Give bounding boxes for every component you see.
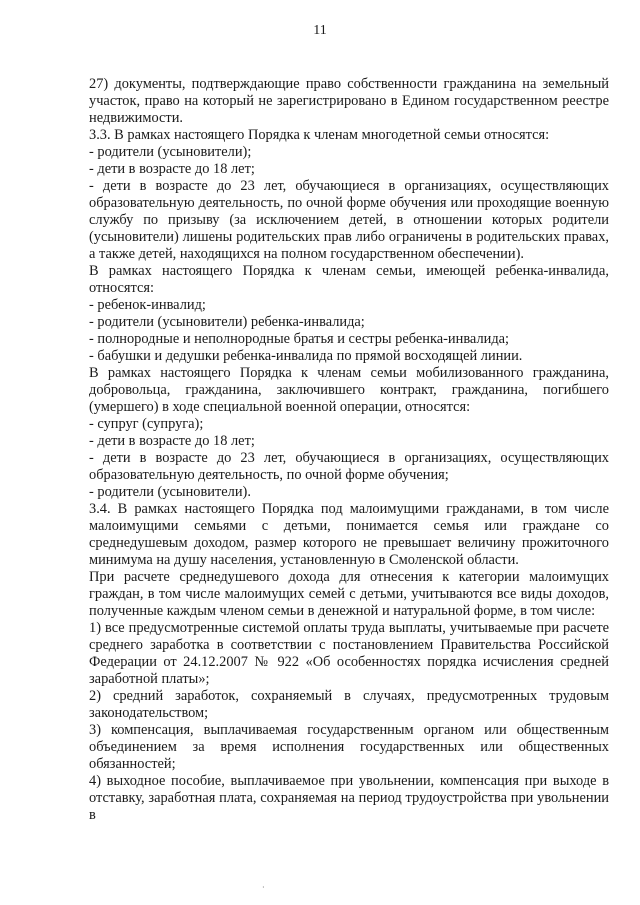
- document-body: [89, 76, 609, 824]
- list-item: - родители (усыновители);: [89, 144, 252, 160]
- paragraph-27-documents: 27) документы, подтверждающие право собственности гражданина на земельный участок, право на который не зарегистрировано в Едином государственном реестре недвижимости.: [89, 76, 609, 126]
- paragraph-disabled-child-family: В рамках настоящего Порядка к членам семьи, имеющей ребенка-инвалида, относятся:: [89, 263, 609, 296]
- list-item: 3) компенсация, выплачиваемая государственным органом или общественным объединением за время исполнения государственных или общественных обязанностей;: [89, 722, 609, 772]
- paragraph-3-3-heading: 3.3. В рамках настоящего Порядка к членам многодетной семьи относятся:: [89, 127, 550, 143]
- paragraph-mobilized-family: В рамках настоящего Порядка к членам семьи мобилизованного гражданина, добровольца, гражданина, заключившего контракт, гражданина, погибшего (умершего) в ходе специальной военной операции, относятся:: [89, 365, 609, 415]
- list-item: - супруг (супруга);: [89, 416, 204, 432]
- scan-speck: ·: [262, 883, 265, 892]
- list-item: - дети в возрасте до 18 лет;: [89, 161, 255, 177]
- list-item: - ребенок-инвалид;: [89, 297, 206, 313]
- list-item: - дети в возрасте до 23 лет, обучающиеся в организациях, осуществляющих образовательную деятельность, по очной форме обучения или проходящие военную службу по призыву (за исключением детей, в отношении которых родители (усыновители) лишены родительских прав либо ограничены в родительских правах, а также детей, находящихся на полном государственном обеспечении).: [89, 178, 609, 262]
- list-item: - дети в возрасте до 18 лет;: [89, 433, 255, 449]
- list-item: - родители (усыновители).: [89, 484, 251, 500]
- page-number: 11: [313, 23, 327, 38]
- list-item: 2) средний заработок, сохраняемый в случаях, предусмотренных трудовым законодательством;: [89, 688, 609, 721]
- paragraph-income-calculation: При расчете среднедушевого дохода для отнесения к категории малоимущих граждан, в том числе малоимущих семей с детьми, учитываются все виды доходов, полученные каждым членом семьи в денежной и натуральной форме, в том числе:: [89, 569, 609, 619]
- list-item: - бабушки и дедушки ребенка-инвалида по прямой восходящей линии.: [89, 348, 523, 364]
- list-item: - дети в возрасте до 23 лет, обучающиеся в организациях, осуществляющих образовательную деятельность, по очной форме обучения;: [89, 450, 609, 483]
- list-item: - родители (усыновители) ребенка-инвалида;: [89, 314, 365, 330]
- list-item: 1) все предусмотренные системой оплаты труда выплаты, учитываемые при расчете среднего заработка в соответствии с постановлением Правительства Российской Федерации от 24.12.2007 № 922 «Об особенностях порядка исчисления средней заработной платы»;: [89, 620, 609, 687]
- list-item: - полнородные и неполнородные братья и сестры ребенка-инвалида;: [89, 331, 510, 347]
- list-item: 4) выходное пособие, выплачиваемое при увольнении, компенсация при выходе в отставку, заработная плата, сохраняемая на период трудоустройства при увольнении в: [89, 773, 609, 823]
- paragraph-3-4-low-income: 3.4. В рамках настоящего Порядка под малоимущими гражданами, в том числе малоимущими семьями с детьми, понимается семья или граждане со среднедушевым доходом, размер которого не превышает величину прожиточного минимума на душу населения, установленную в Смоленской области.: [89, 501, 609, 568]
